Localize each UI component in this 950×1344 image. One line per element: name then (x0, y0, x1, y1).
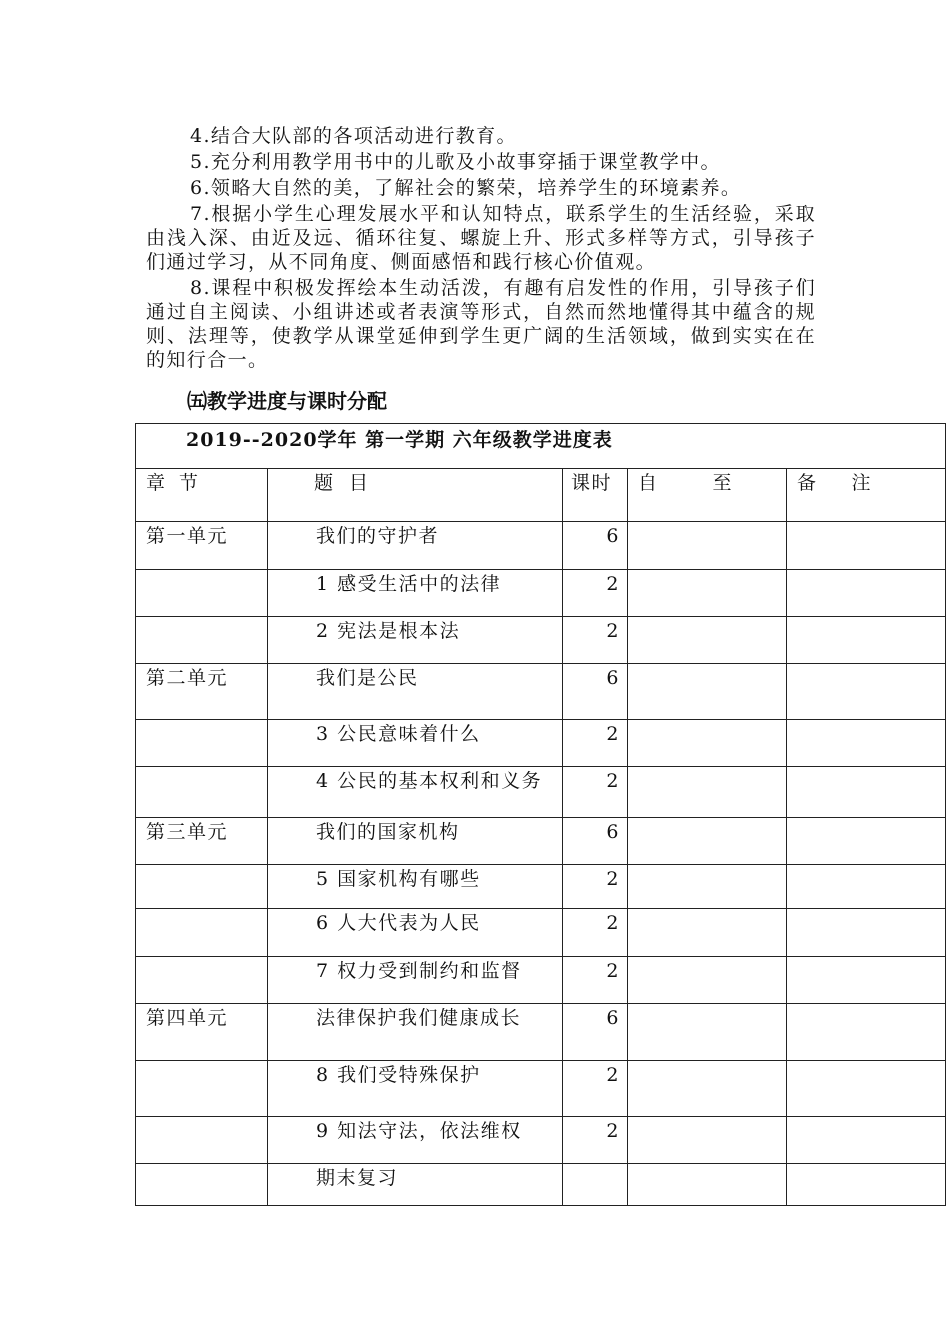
cell-topic: 2 宪法是根本法 (268, 617, 563, 664)
table-row (136, 522, 946, 570)
cell-note (787, 570, 946, 617)
cell-hours: 2 (563, 720, 628, 767)
cell-from (628, 720, 787, 767)
table-row (136, 617, 946, 664)
cell-note (787, 957, 946, 1004)
table-row (136, 570, 946, 617)
cell-topic: 1 感受生活中的法律 (268, 570, 563, 617)
table-row (136, 767, 946, 818)
cell-from (628, 570, 787, 617)
cell-note (787, 617, 946, 664)
cell-note (787, 1117, 946, 1164)
header-from: 自 (638, 472, 659, 494)
cell-note (787, 909, 946, 957)
cell-from (628, 1117, 787, 1164)
cell-hours: 2 (563, 865, 628, 909)
cell-note (787, 767, 946, 818)
cell-from (628, 664, 787, 720)
table-row (136, 865, 946, 909)
header-chapter: 章节 (136, 469, 268, 522)
cell-note (787, 720, 946, 767)
paragraph-6: 6.领略大自然的美，了解社会的繁荣，培养学生的环境素养。 (190, 177, 742, 199)
cell-hours: 6 (563, 1004, 628, 1061)
header-from-to (628, 469, 787, 522)
cell-hours (563, 1164, 628, 1206)
cell-topic: 8 我们受特殊保护 (268, 1061, 563, 1117)
cell-chapter (136, 865, 268, 909)
cell-hours: 2 (563, 1117, 628, 1164)
header-note-b: 注 (851, 472, 873, 494)
cell-chapter (136, 1164, 268, 1206)
cell-note (787, 1004, 946, 1061)
table-row (136, 720, 946, 767)
table-row (136, 957, 946, 1004)
cell-from (628, 767, 787, 818)
cell-hours: 2 (563, 1061, 628, 1117)
table-row (136, 1004, 946, 1061)
section-heading: ㈤教学进度与课时分配 (187, 389, 387, 413)
cell-chapter (136, 1061, 268, 1117)
cell-chapter: 第二单元 (136, 664, 268, 720)
cell-topic: 4 公民的基本权利和义务 (268, 767, 563, 818)
cell-topic: 9 知法守法，依法维权 (268, 1117, 563, 1164)
cell-hours: 6 (563, 818, 628, 865)
cell-hours: 2 (563, 957, 628, 1004)
cell-hours: 6 (563, 522, 628, 570)
cell-topic: 法律保护我们健康成长 (268, 1004, 563, 1061)
cell-topic: 我们的国家机构 (268, 818, 563, 865)
cell-topic: 3 公民意味着什么 (268, 720, 563, 767)
cell-hours: 2 (563, 909, 628, 957)
cell-chapter (136, 957, 268, 1004)
table-row (136, 664, 946, 720)
cell-note (787, 818, 946, 865)
cell-topic: 7 权力受到制约和监督 (268, 957, 563, 1004)
cell-hours: 6 (563, 664, 628, 720)
cell-topic: 6 人大代表为人民 (268, 909, 563, 957)
cell-hours: 2 (563, 617, 628, 664)
paragraph-4: 4.结合大队部的各项活动进行教育。 (190, 125, 517, 147)
table-header-row (136, 469, 946, 522)
cell-chapter: 第四单元 (136, 1004, 268, 1061)
table-row (136, 818, 946, 865)
cell-chapter: 第一单元 (136, 522, 268, 570)
table-title-row (136, 424, 946, 469)
cell-chapter (136, 720, 268, 767)
cell-topic: 我们是公民 (268, 664, 563, 720)
header-note-a: 备 (797, 472, 818, 494)
cell-hours: 2 (563, 570, 628, 617)
cell-chapter (136, 1117, 268, 1164)
cell-from (628, 909, 787, 957)
table-row (136, 1164, 946, 1206)
cell-from (628, 818, 787, 865)
cell-from (628, 1004, 787, 1061)
cell-note (787, 1061, 946, 1117)
cell-topic: 5 国家机构有哪些 (268, 865, 563, 909)
cell-chapter (136, 909, 268, 957)
header-to: 至 (712, 472, 734, 494)
teaching-schedule-table (135, 423, 946, 1206)
table-row (136, 1061, 946, 1117)
table-title: 2019--2020学年 第一学期 六年级教学进度表 (136, 424, 946, 469)
cell-hours: 2 (563, 767, 628, 818)
cell-topic: 期末复习 (268, 1164, 563, 1206)
paragraph-5: 5.充分利用教学用书中的儿歌及小故事穿插于课堂教学中。 (190, 151, 721, 173)
cell-note (787, 865, 946, 909)
header-topic: 题目 (268, 469, 563, 522)
cell-note (787, 522, 946, 570)
header-note (787, 469, 946, 522)
paragraph-8: 8.课程中积极发挥绘本生动活泼，有趣有启发性的作用，引导孩子们通过自主阅读、小组讲述或者表演等形式，自然而然地懂得其中蕴含的规则、法理等，使教学从课堂延伸到学生更广阔的生活领域，做到实实在在的知行合一。 (146, 277, 816, 371)
table-row (136, 1117, 946, 1164)
cell-chapter (136, 767, 268, 818)
cell-from (628, 1164, 787, 1206)
cell-from (628, 957, 787, 1004)
cell-from (628, 617, 787, 664)
cell-chapter: 第三单元 (136, 818, 268, 865)
cell-chapter (136, 617, 268, 664)
cell-from (628, 865, 787, 909)
cell-from (628, 1061, 787, 1117)
cell-topic: 我们的守护者 (268, 522, 563, 570)
cell-from (628, 522, 787, 570)
table-row (136, 909, 946, 957)
header-hours: 课时 (563, 469, 628, 522)
cell-chapter (136, 570, 268, 617)
paragraph-7: 7.根据小学生心理发展水平和认知特点，联系学生的生活经验，采取由浅入深、由近及远、循环往复、螺旋上升、形式多样等方式，引导孩子们通过学习，从不同角度、侧面感悟和践行核心价值观。 (146, 203, 816, 273)
cell-note (787, 664, 946, 720)
cell-note (787, 1164, 946, 1206)
